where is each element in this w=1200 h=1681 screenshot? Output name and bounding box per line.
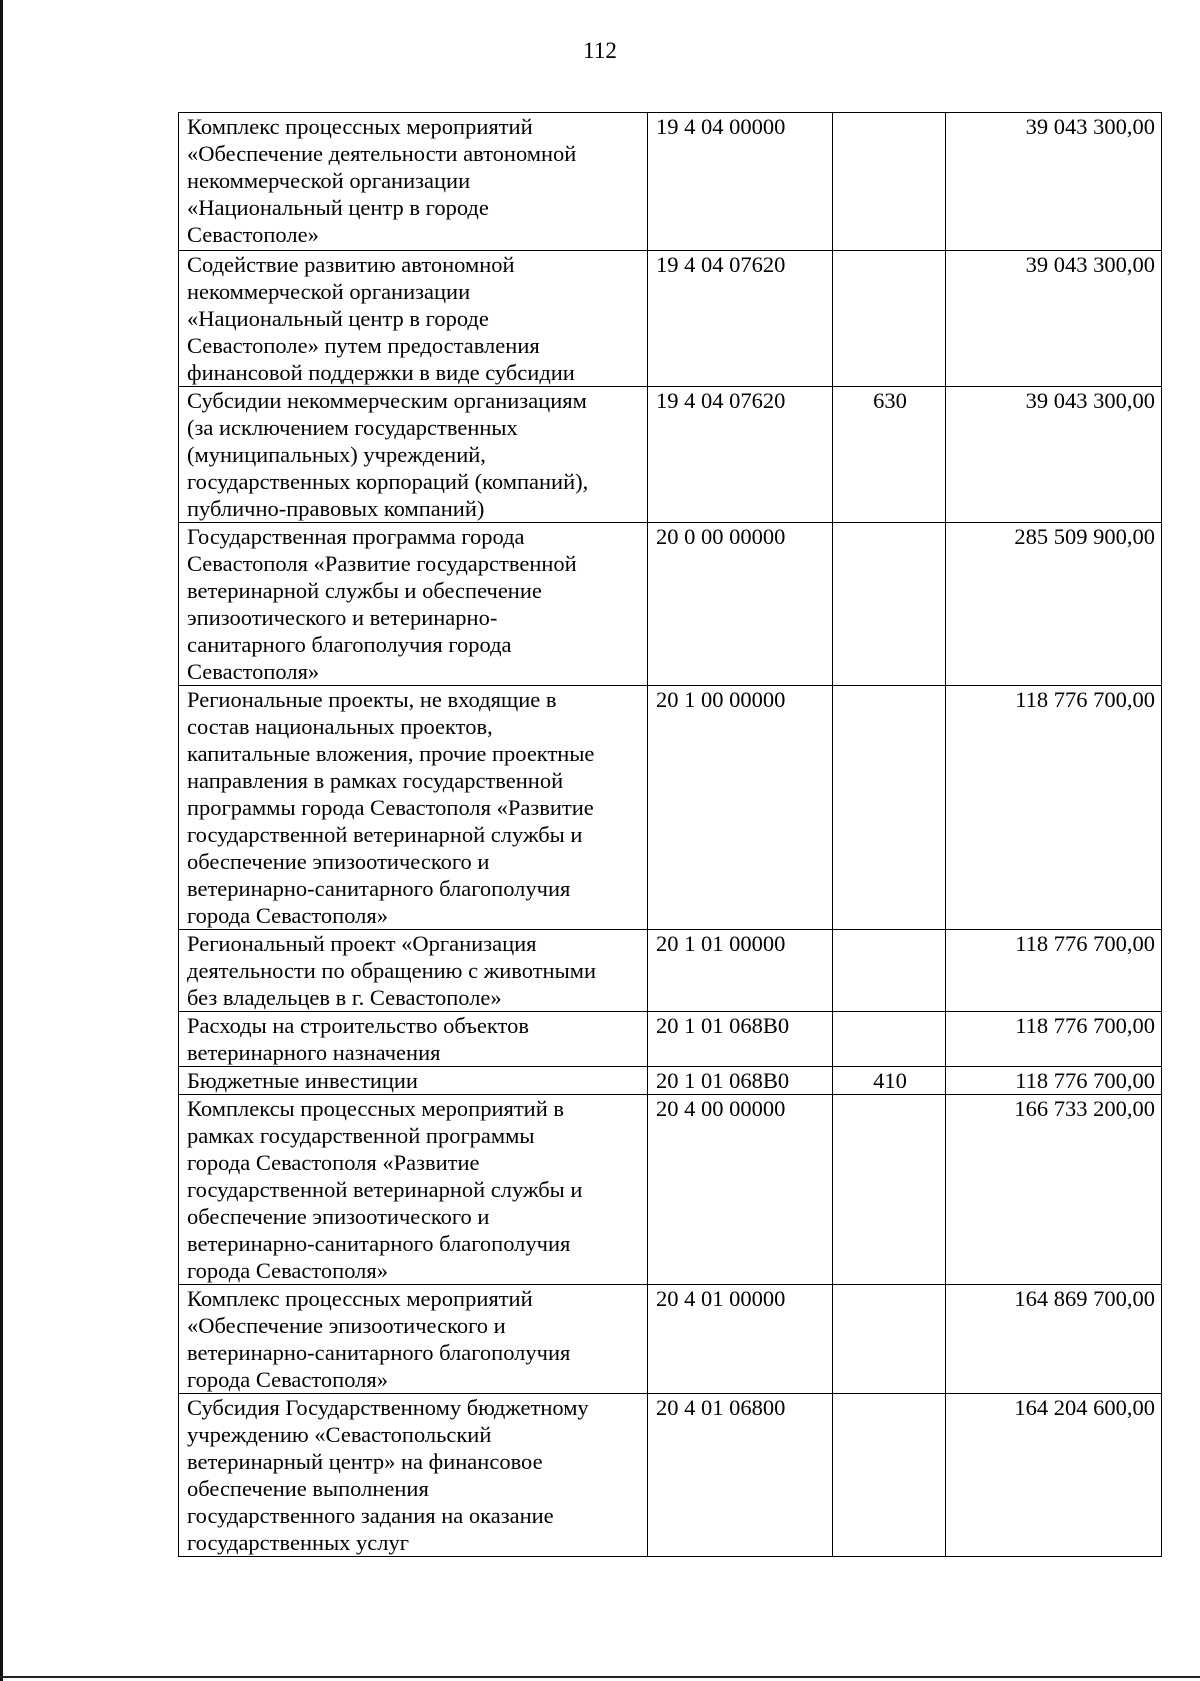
row-code: 20 1 01 068В0 [648, 1012, 833, 1067]
row-name: Комплексы процессных мероприятий в рамках государственной программы города Севастополя «Развитие государственной ветеринарной службы и обеспечение эпизоотического и ветеринарно-санитарного благополучия города Севастополя» [179, 1095, 648, 1285]
scan-edge-left [0, 0, 3, 1681]
row-sum: 39 043 300,00 [946, 251, 1162, 387]
row-code: 20 4 00 00000 [648, 1095, 833, 1285]
row-code: 20 1 01 068В0 [648, 1067, 833, 1095]
budget-table [178, 112, 1162, 1557]
row-sum: 118 776 700,00 [946, 930, 1162, 1012]
row-name: Комплекс процессных мероприятий «Обеспечение эпизоотического и ветеринарно-санитарного благополучия города Севастополя» [179, 1285, 648, 1394]
row-code: 20 0 00 00000 [648, 523, 833, 686]
row-code: 19 4 04 00000 [648, 113, 833, 251]
table-row [179, 1095, 1162, 1285]
row-code: 19 4 04 07620 [648, 387, 833, 523]
row-sum: 164 204 600,00 [946, 1394, 1162, 1557]
row-sum: 118 776 700,00 [946, 686, 1162, 930]
page-number: 112 [583, 38, 617, 63]
row-expense-type [833, 251, 946, 387]
table-row [179, 930, 1162, 1012]
row-sum: 285 509 900,00 [946, 523, 1162, 686]
row-expense-type [833, 930, 946, 1012]
table-row [179, 1012, 1162, 1067]
row-expense-type [833, 523, 946, 686]
row-code: 20 4 01 00000 [648, 1285, 833, 1394]
row-name: Содействие развитию автономной некоммерческой организации «Национальный центр в городе Севастополе» путем предоставления финансовой поддержки в виде субсидии [179, 251, 648, 387]
row-name: Расходы на строительство объектов ветеринарного назначения [179, 1012, 648, 1067]
row-sum: 39 043 300,00 [946, 387, 1162, 523]
row-expense-type: 630 [833, 387, 946, 523]
row-name: Субсидия Государственному бюджетному учреждению «Севастопольский ветеринарный центр» на финансовое обеспечение выполнения государственного задания на оказание государственных услуг [179, 1394, 648, 1557]
row-expense-type [833, 686, 946, 930]
row-code: 20 1 00 00000 [648, 686, 833, 930]
row-code: 20 4 01 06800 [648, 1394, 833, 1557]
row-name: Комплекс процессных мероприятий «Обеспечение деятельности автономной некоммерческой организации «Национальный центр в городе Севастополе» [179, 113, 648, 251]
row-name: Региональные проекты, не входящие в состав национальных проектов, капитальные вложения, прочие проектные направления в рамках государственной программы города Севастополя «Развитие государственной ветеринарной службы и обеспечение эпизоотического и ветеринарно-санитарного благополучия города Севастополя» [179, 686, 648, 930]
row-sum: 39 043 300,00 [946, 113, 1162, 251]
table-row [179, 1067, 1162, 1095]
row-sum: 118 776 700,00 [946, 1012, 1162, 1067]
row-name: Государственная программа города Севастополя «Развитие государственной ветеринарной службы и обеспечение эпизоотического и ветеринарно- санитарного благополучия города Севастополя» [179, 523, 648, 686]
row-expense-type [833, 1012, 946, 1067]
row-expense-type: 410 [833, 1067, 946, 1095]
row-expense-type [833, 1394, 946, 1557]
row-expense-type [833, 113, 946, 251]
row-code: 19 4 04 07620 [648, 251, 833, 387]
row-name: Субсидии некоммерческим организациям (за исключением государственных (муниципальных) учреждений, государственных корпораций (компаний), публично-правовых компаний) [179, 387, 648, 523]
row-sum: 164 869 700,00 [946, 1285, 1162, 1394]
table-row [179, 1285, 1162, 1394]
table-row [179, 251, 1162, 387]
row-name: Бюджетные инвестиции [179, 1067, 648, 1095]
row-code: 20 1 01 00000 [648, 930, 833, 1012]
table-row [179, 1394, 1162, 1557]
row-expense-type [833, 1285, 946, 1394]
table-row [179, 387, 1162, 523]
table-row [179, 686, 1162, 930]
table-row [179, 113, 1162, 251]
table-row [179, 523, 1162, 686]
row-expense-type [833, 1095, 946, 1285]
row-name: Региональный проект «Организация деятельности по обращению с животными без владельцев в г. Севастополе» [179, 930, 648, 1012]
row-sum: 166 733 200,00 [946, 1095, 1162, 1285]
row-sum: 118 776 700,00 [946, 1067, 1162, 1095]
scan-edge-bottom [0, 1676, 1200, 1678]
